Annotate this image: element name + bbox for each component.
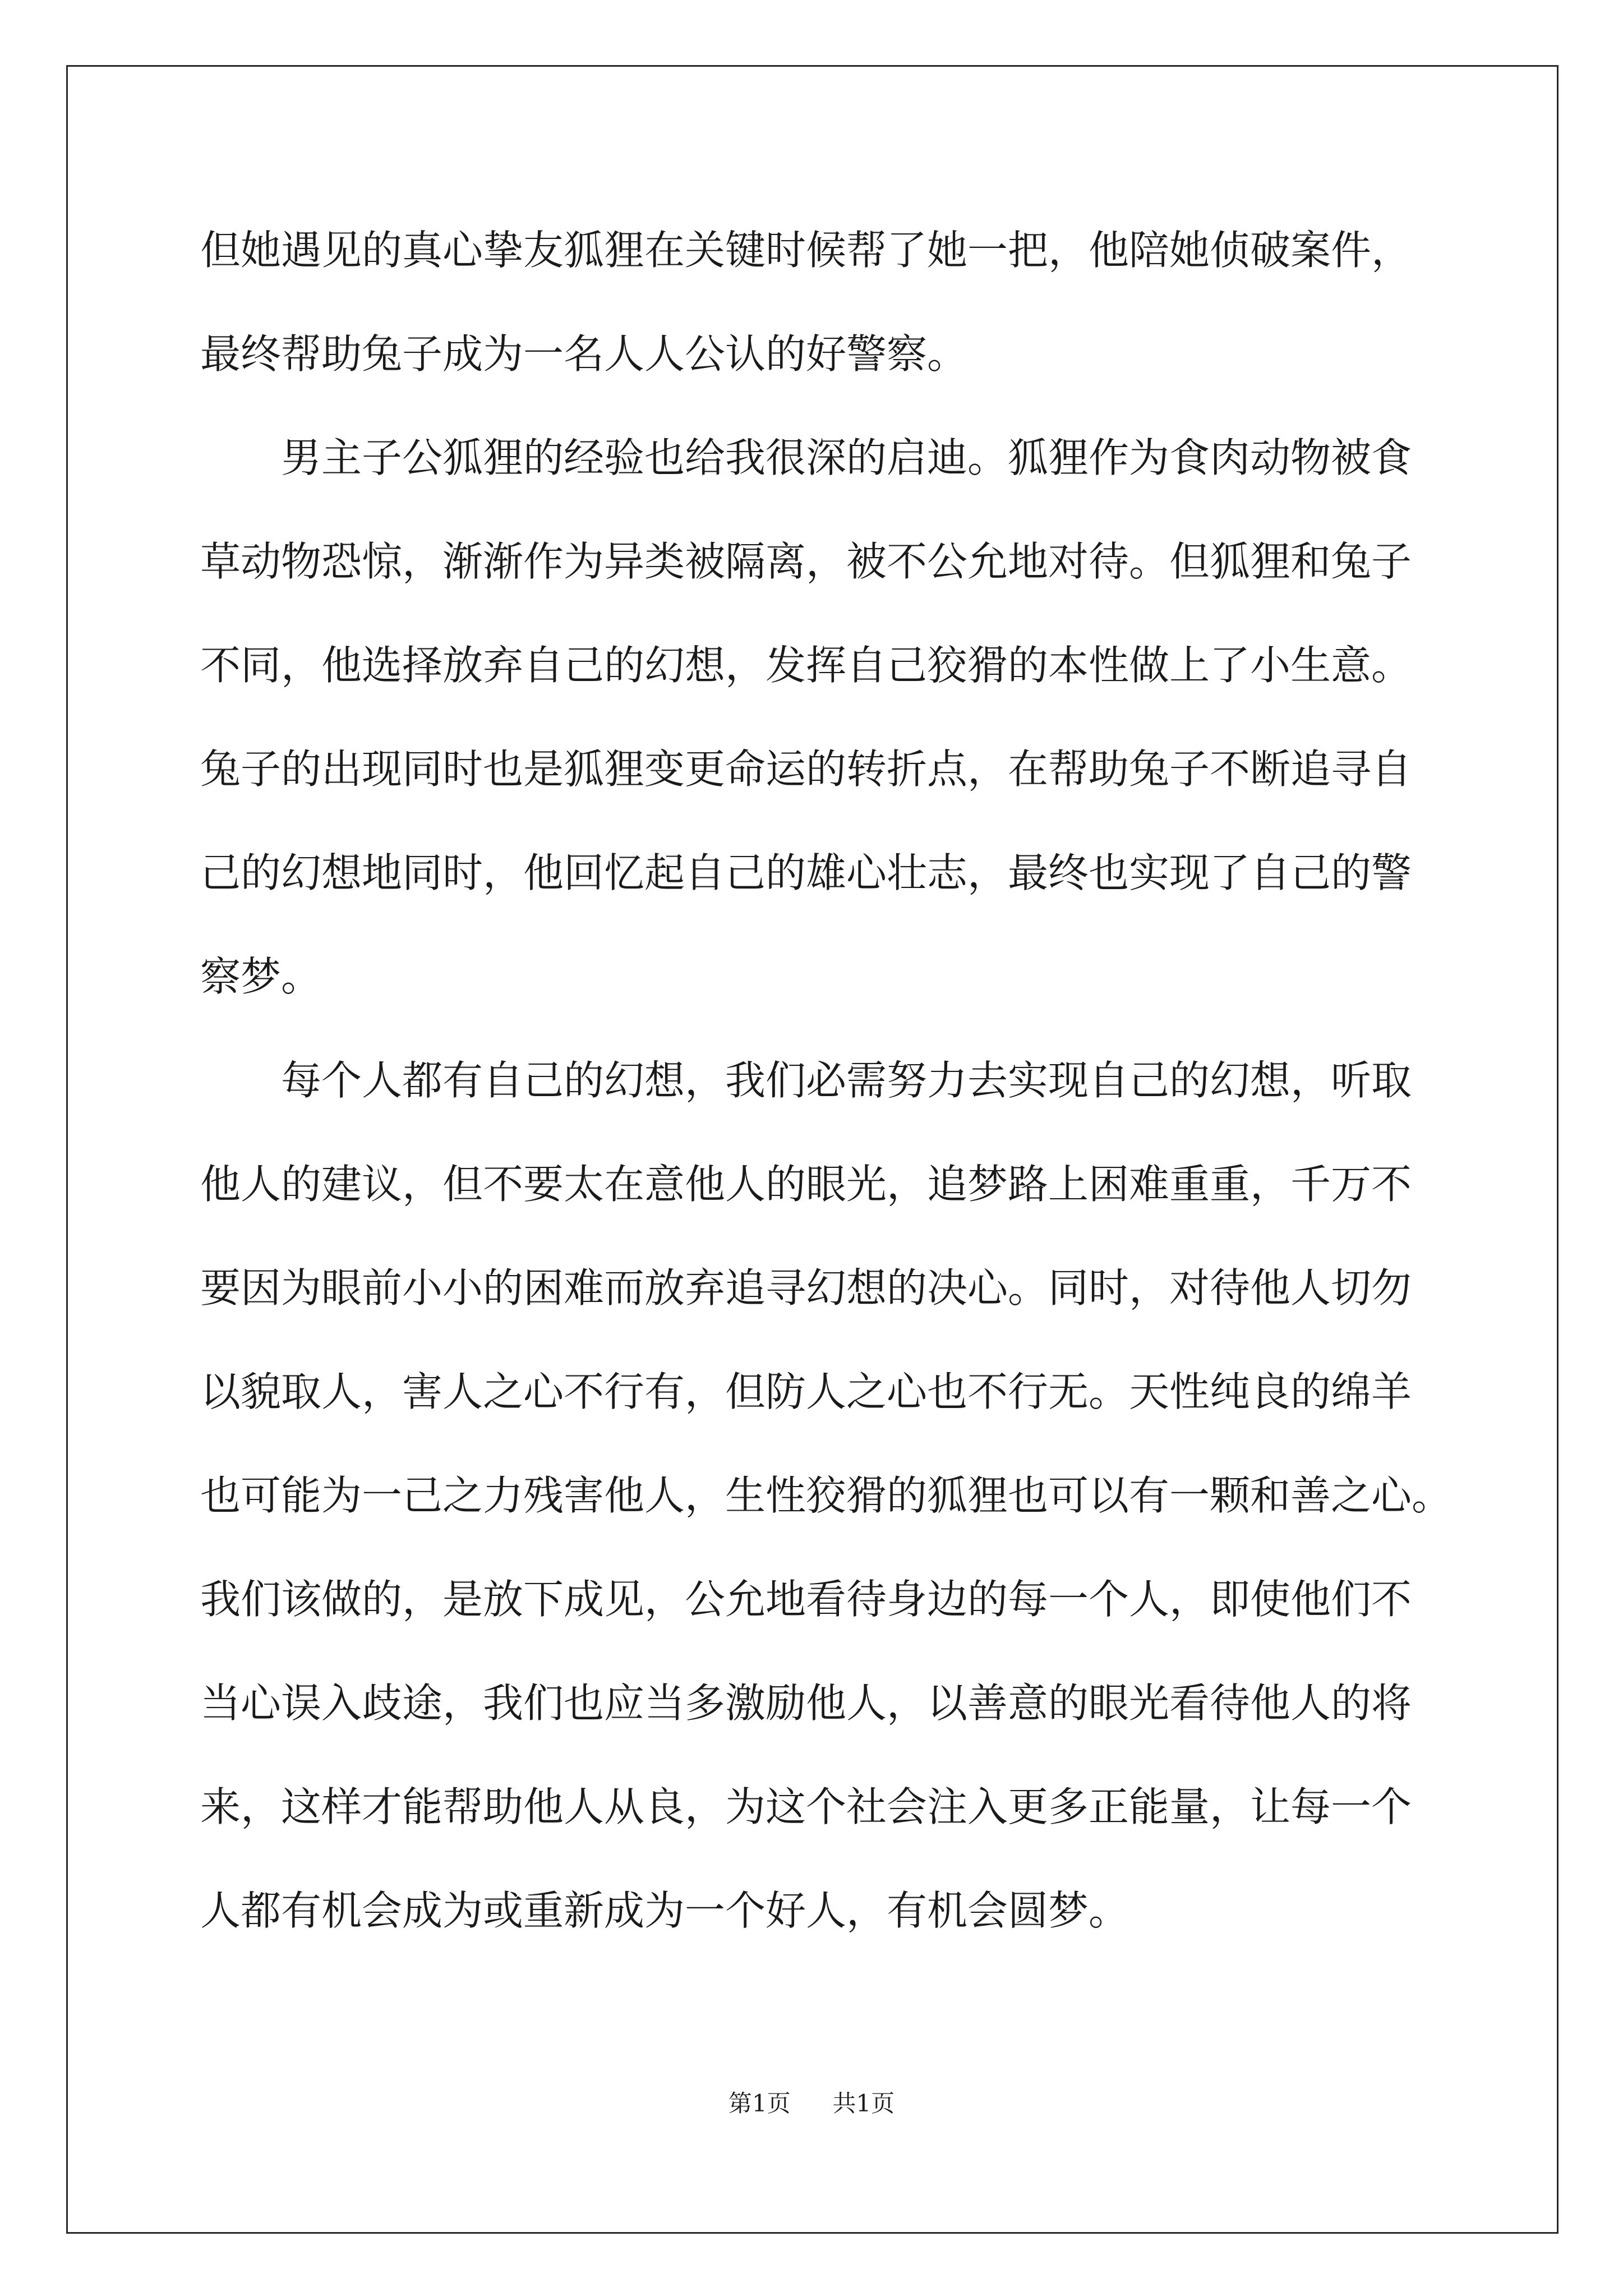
text-line: 兔子的出现同时也是狐狸变更命运的转折点，在帮助兔子不断追寻自 xyxy=(200,746,1412,793)
page-footer xyxy=(0,2087,1623,2120)
text-line: 要因为眼前小小的困难而放弃追寻幻想的决心。同时，对待他人切勿 xyxy=(200,1264,1412,1312)
text-line: 人都有机会成为或重新成为一个好人，有机会圆梦。 xyxy=(200,1887,1129,1934)
text-line: 当心误入歧途，我们也应当多激励他人，以善意的眼光看待他人的将 xyxy=(200,1680,1412,1727)
text-line: 察梦。 xyxy=(200,953,322,1000)
text-line: 我们该做的，是放下成见，公允地看待身边的每一个人，即使他们不 xyxy=(200,1576,1412,1623)
page-number-total: 共1页 xyxy=(832,2090,895,2117)
paragraph-start-line: 每个人都有自己的幻想，我们必需努力去实现自己的幻想，听取 xyxy=(281,1057,1412,1104)
text-line: 也可能为一己之力残害他人，生性狡猾的狐狸也可以有一颗和善之心。 xyxy=(200,1472,1453,1519)
text-line: 以貌取人，害人之心不行有，但防人之心也不行无。天性纯良的绵羊 xyxy=(200,1368,1412,1415)
paragraph-start-line: 男主子公狐狸的经验也给我很深的启迪。狐狸作为食肉动物被食 xyxy=(281,434,1412,481)
text-line: 他人的建议，但不要太在意他人的眼光，追梦路上困难重重，千万不 xyxy=(200,1161,1412,1208)
document-body xyxy=(200,199,1490,1963)
text-line: 己的幻想地同时，他回忆起自己的雄心壮志，最终也实现了自己的警 xyxy=(200,849,1412,896)
text-line: 不同，他选择放弃自己的幻想，发挥自己狡猾的本性做上了小生意。 xyxy=(200,642,1412,689)
page-number-current: 第1页 xyxy=(728,2090,791,2117)
text-line: 草动物恐惊，渐渐作为异类被隔离，被不公允地对待。但狐狸和兔子 xyxy=(200,538,1412,585)
text-line: 来，这样才能帮助他人从良，为这个社会注入更多正能量，让每一个 xyxy=(200,1783,1412,1830)
text-line: 但她遇见的真心挚友狐狸在关键时候帮了她一把，他陪她侦破案件， xyxy=(200,227,1412,274)
text-line: 最终帮助兔子成为一名人人公认的好警察。 xyxy=(200,330,968,378)
